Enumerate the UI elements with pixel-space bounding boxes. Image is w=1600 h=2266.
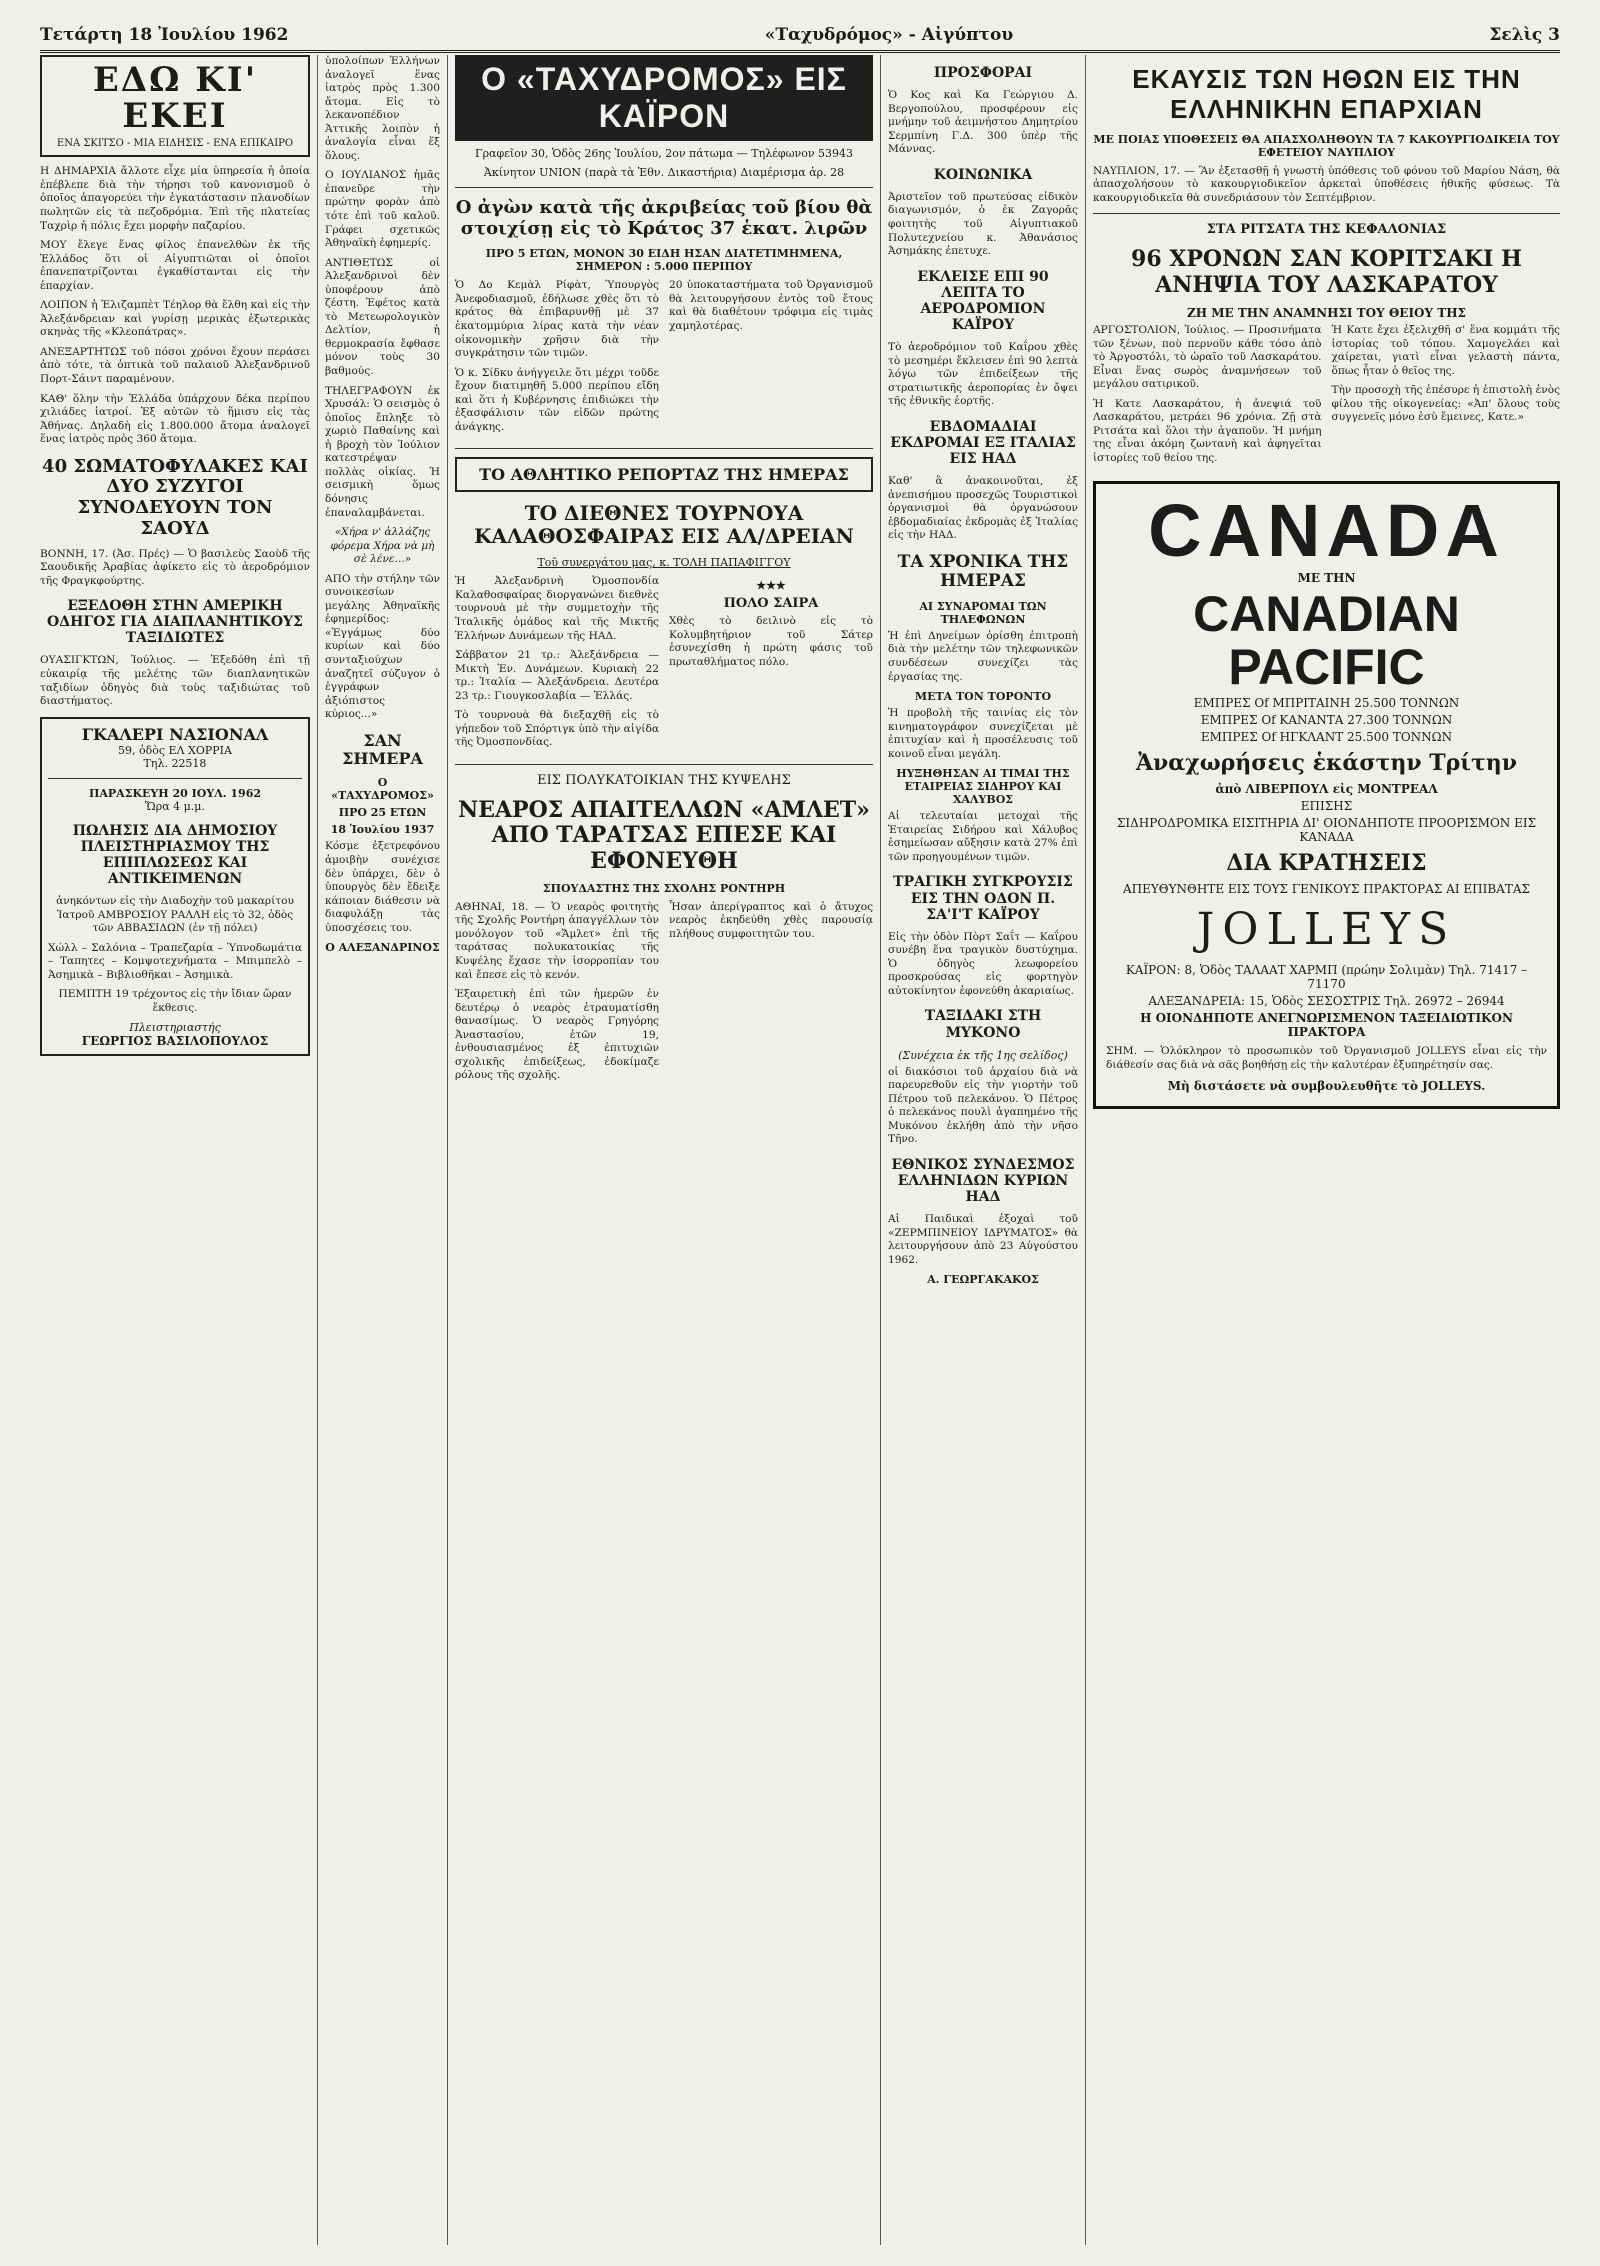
on-this-day-paper: Ο «ΤΑΧΥΔΡΟΜΟΣ» bbox=[331, 776, 434, 803]
paragraph: ΒΟΝΝΗ, 17. (Ἀσ. Πρές) — Ὁ βασιλεὺς Σαοὺδ τῆς Σαουδικῆς Ἀραβίας ἀφίκετο εἰς τὸ ἀεροδρόμιον τῆς Φραγκφούρτης. bbox=[40, 547, 310, 587]
auction-text: ἀνηκόντων εἰς τὴν Διαδοχὴν τοῦ μακαρίτου Ἰατροῦ ΑΜΒΡΟΣΙΟΥ ΡΑΛΛΗ εἰς τὸ 32, ὁδὸς τῶν ΑΒΒΑΣΙΔΩΝ (ἐν τῇ πόλει) bbox=[56, 895, 294, 935]
signature: Α. ΓΕΩΡΓΑΚΑΚΟΣ bbox=[927, 1273, 1039, 1287]
ritsata-body bbox=[1093, 324, 1560, 471]
headline: ΤΑ ΧΡΟΝΙΚΑ ΤΗΣ ΗΜΕΡΑΣ bbox=[897, 551, 1069, 592]
paragraph: Τὴν προσοχὴ τῆς ἐπέσυρε ἡ ἐπιστολὴ ἑνὸς φίλου τῆς οἰκογενείας: «Ἀπ' ὅλους τοὺς συγγενεῖς μόνο ἐσὺ ἔμεινες, Κατε.» bbox=[1331, 384, 1560, 424]
continuation-note: (Συνέχεια ἐκ τῆς 1ης σελίδος) bbox=[898, 1048, 1068, 1062]
paragraph: Εἰς τὴν ὁδὸν Πὸρτ Σαΐτ — Καΐρου συνέβη ἕνα τραγικὸν δυστύχημα. Ὁ ὁδηγὸς λεωφορείου προσκρούσας εἰς φορτηγὸν αὐτοκίνητον ἐφονεύθη ἀκαριαίως. bbox=[888, 930, 1078, 997]
paper-name: «Ταχυδρόμος» - Αἰγύπτου bbox=[764, 25, 1014, 45]
ad-agency: Η ΟΙΟΝΔΗΠΟΤΕ ΑΝΕΓΝΩΡΙΣΜΕΝΟΝ ΤΑΞΕΙΔΙΩΤΙΚΟΝ ΠΡΑΚΤΟΡΑ bbox=[1140, 1011, 1513, 1040]
paragraph: ΜΟΥ ἔλεγε ἕνας φίλος ἐπανελθὼν ἐκ τῆς Ἑλλάδος ὅτι οἱ Αἰγυπτιῶται οἱ ὁποῖοι ἐπανεπατρίζονται ἐγκαθίστανται εἰς τὴν ἐπαρχίαν. bbox=[40, 239, 310, 292]
paragraph: Ἡ Κατε Λασκαράτου, ἡ ἀνεψιά τοῦ Λασκαράτου, μετράει 96 χρόνια. Ζῇ στὰ Ριτσάτα καὶ ὅλοι τὴν ἀγαποῦν. Ἡ μνήμη της εἶναι ἀκόμη ζωντανὴ καὶ ἀφηγεῖται ἱστορίες τοῦ θείου της. bbox=[1093, 397, 1322, 464]
paragraph: Αἱ τελευταίαι μετοχαὶ τῆς Ἑταιρείας Σιδήρου καὶ Χάλυβος ἐσημείωσαν αὔξησιν κατὰ 27% ἐπὶ τῶν προηγουμένων τιμῶν. bbox=[888, 810, 1078, 863]
paragraph: οἱ διακόσιοι τοῦ ἀρχαίου διὰ νὰ παρευρεθοῦν εἰς τὴν γιορτὴν τοῦ Πέτρου τοῦ πελεκάνου. Ὁ Πέτρος ὁ πελεκάνος πουλὶ ἀγαπημένο τῆς Μυκόνου ἐκλήθη ἀπὸ τὴν νῆσο Τῆνο. bbox=[888, 1065, 1078, 1146]
subhead: ΜΕ ΠΟΙΑΣ ΥΠΟΘΕΣΕΙΣ ΘΑ ΑΠΑΣΧΟΛΗΘΟΥΝ ΤΑ 7 ΚΑΚΟΥΡΓΙΟΔΙΚΕΙΑ ΤΟΥ ΕΦΕΤΕΙΟΥ ΝΑΥΠΛΙΟΥ bbox=[1093, 132, 1560, 159]
paragraph: Σάββατον 21 τρ.: Ἀλεξάνδρεια — Μικτὴ Ἐν. Δυνάμεων. Κυριακὴ 22 τρ.: Ἰταλία — Ἀλεξάνδρεια. Δευτέρα 23 τρ.: Γιουγκοσλαβία — Ἑλλάς. bbox=[455, 649, 659, 702]
paragraph: ΟΥΑΣΙΓΚΤΩΝ, Ἰούλιος. — Ἐξεδόθη ἐπὶ τῇ εὐκαιρίᾳ τῆς μελέτης τῶν διαπλανητικῶν ταξιδίων ὁδηγὸς διὰ τοὺς ταξιδιώτας τοῦ διαστήματος. bbox=[40, 654, 310, 708]
headline: ΤΡΑΓΙΚΗ ΣΥΓΚΡΟΥΣΙΣ ΕΙΣ ΤΗΝ ΟΔΟΝ Π. ΣΑ'Ι'Τ ΚΑΪΡΟΥ bbox=[893, 874, 1073, 923]
subhead: ΜΕΤΑ ΤΟΝ ΤΟΡΟΝΤΟ bbox=[914, 690, 1052, 704]
tower-subhead: ΣΠΟΥΔΑΣΤΗΣ ΤΗΣ ΣΧΟΛΗΣ ΡΟΝΤΗΡΗ bbox=[542, 881, 786, 895]
verse-quote: «Χήρα ν' ἀλλάζης φόρεμα Χήρα νὰ μὴ σὲ λένε...» bbox=[330, 526, 435, 566]
ad-apply: ΑΠΕΥΘΥΝΘΗΤΕ ΕΙΣ ΤΟΥΣ ΓΕΝΙΚΟΥΣ ΠΡΑΚΤΟΡΑΣ ΑΙ ΕΠΙΒΑΤΑΣ bbox=[1122, 882, 1531, 897]
ad-with: ΜΕ ΤΗΝ bbox=[1297, 571, 1356, 586]
headline: ΤΑΞΙΔΑΚΙ ΣΤΗ ΜΥΚΟΝΟ bbox=[924, 1008, 1042, 1041]
lead-headline-right: ΕΚΑΥΣΙΣ ΤΩΝ ΗΘΩΝ ΕΙΣ ΤΗΝ ΕΛΛΗΝΙΚΗΝ ΕΠΑΡΧΙΑΝ bbox=[1132, 64, 1521, 124]
paragraph: Ἡ Ἀλεξανδρινὴ Ὀμοσπονδία Καλαθοσφαίρας διοργανώνει διεθνὲς τουρνουὰ μὲ τὴν συμμετοχὴν τῆς Ἰταλικῆς ὁμάδος καὶ τῆς Μικτῆς Ἑλλήνων Δυνάμεων τῆς ΗΑΔ. bbox=[455, 575, 659, 642]
kicker: ΣΤΑ ΡΙΤΣΑΤΑ ΤΗΣ ΚΕΦΑΛΟΝΙΑΣ bbox=[1206, 222, 1447, 238]
page-number: Σελὶς 3 bbox=[1489, 25, 1560, 45]
paragraph: ΤΗΛΕΓΡΑΦΟΥΝ ἐκ Χρυσάλ: Ὁ σεισμὸς ὁ ὁποῖος ἔπληξε τὸ χωριὸ Παθαίνης καὶ ἡ βροχὴ τὸν Ἰούλιον κατεστρέψαν πολλὰς οἰκίας. Ἡ σεισμικὴ ὅμως δόνησις ἐπαναλαμβάνεται. bbox=[325, 384, 440, 519]
paragraph: Αἱ Παιδικαὶ ἐξοχαὶ τοῦ «ΖΕΡΜΠΙΝΕΙΟΥ ΙΔΡΥΜΑΤΟΣ» θὰ λειτουργήσουν ἀπὸ 23 Αὐγούστου 1962. bbox=[888, 1213, 1078, 1266]
paragraph: Ὁ κ. Σίδκυ ἀνήγγειλε ὅτι μέχρι τοῦδε ἔχουν διατιμηθῆ 5.000 περίπου εἴδη καὶ ὅτι ἡ Κυβέρνησις ἐπιδιώκει τὴν ἐξασφάλισιν τῶν εἰδῶν πρώτης ἀνάγκης. bbox=[455, 366, 659, 433]
auctioneer-role: Πλειστηριαστής bbox=[129, 1021, 221, 1035]
paragraph: ΛΟΙΠΟΝ ἡ Ἐλιζαμπὲτ Τέηλορ θὰ ἔλθη καὶ εἰς τὴν Ἀλεξάνδρειαν καὶ γυρίσῃ μερικὰς ἐξωτερικὰς σκηνὰς τῆς «Κλεοπάτρας». bbox=[40, 299, 310, 339]
paragraph: ΑΠΟ τὴν στήλην τῶν συνοικεσίων μεγάλης Ἀθηναϊκῆς ἐφημερίδος: «Ἐγγάμως δύο κυρίων καὶ δύο συνταξιούχων ἀναζητεῖ σύζυγον ὁ ἐγγράφων ἀξιόπιστος κύριος...» bbox=[325, 572, 440, 721]
paragraph: Κόσμε ἐξετρεφόνου ἀμοιβὴν συνέχισε δὲν ὑπάρχει, δὲν ὁ ὑπουργὸς δὲν ἔδειξε κάποιαν διάθεσιν νὰ διαφυλάξῃ τὰς ὑποσχέσεις του. bbox=[325, 840, 440, 934]
paragraph: 20 ὑποκαταστήματα τοῦ Ὀργανισμοῦ θὰ λειτουργήσουν ἐντὸς τοῦ ἔτους καὶ θὰ διαθέτουν τρόφιμα εἰς τιμὰς χαμηλοτέρας. bbox=[669, 279, 873, 333]
ad-note: ΣΗΜ. — Ὁλόκληρον τὸ προσωπικὸν τοῦ Ὀργανισμοῦ JOLLEYS εἶναι εἰς τὴν διάθεσίν σας διὰ νὰ σᾶς βοηθήσῃ εἰς τὴν καλυτέραν ἐξυπηρέτησίν σας. bbox=[1106, 1045, 1547, 1072]
paragraph: ΑΝΤΙΘΕΤΩΣ οἱ Ἀλεξανδρινοὶ δὲν ὑποφέρουν ἀπὸ ζέστη. Ἐφέτος κατὰ τὸ Μετεωρολογικὸν Δελτίον, ἡ θερμοκρασία ἔφθασε μόνον τοὺς 30 βαθμούς. bbox=[325, 256, 440, 378]
column-3 bbox=[455, 55, 873, 1089]
auction-items: Χώλλ – Σαλόνια – Τραπεζαρία – Ὑπνοδωμάτια – Ταπητες – Κομψοτεχνήματα – Μπιμπελὸ – Ἀσημικὰ – Βιβλιοθῆκαι – Ἀσημικὰ. bbox=[48, 941, 302, 981]
on-this-day-title: ΣΑΝ ΣΗΜΕΡΑ bbox=[342, 730, 423, 769]
column-signature: Ο ΑΛΕΞΑΝΔΡΙΝΟΣ bbox=[325, 941, 440, 955]
ad-also: ΕΠΙΣΗΣ bbox=[1300, 799, 1353, 814]
headline: 96 ΧΡΟΝΩΝ ΣΑΝ ΚΟΡΙΤΣΑΚΙ Η ΑΝΗΨΙΑ ΤΟΥ ΛΑΣΚΑΡΑΤΟΥ bbox=[1131, 246, 1522, 298]
sport-section-banner: ΤΟ ΑΘΛΗΤΙΚΟ ΡΕΠΟΡΤΑΖ ΤΗΣ ΗΜΕΡΑΣ bbox=[455, 457, 873, 492]
subhead: ΖΗ ΜΕ ΤΗΝ ΑΝΑΜΝΗΣΙ ΤΟΥ ΘΕΙΟΥ ΤΗΣ bbox=[1186, 306, 1467, 321]
ad-departures: Ἀναχωρήσεις ἑκάστην Τρίτην bbox=[1135, 750, 1518, 777]
paragraph: Τὸ ἀεροδρόμιον τοῦ Καΐρου χθὲς τὸ μεσημέρι ἔκλεισεν ἐπὶ 90 λεπτὰ λόγω τῶν ἐπιδείξεων τῆς στρατιωτικῆς ἀεροπορίας ἐν ὄψει τῆς ἐθνικῆς ἑορτῆς. bbox=[888, 341, 1078, 408]
masthead-banner: Ο «ΤΑΧΥΔΡΟΜΟΣ» ΕΙΣ ΚΑΪΡΟΝ bbox=[455, 55, 873, 141]
headline: ΚΟΙΝΩΝΙΚΑ bbox=[933, 166, 1033, 183]
ad-ship: ΕΜΠΡΕΣ Of ΚΑΝΑΝΤΑ 27.300 ΤΟΝΝΩΝ bbox=[1200, 713, 1453, 728]
headline: 40 ΣΩΜΑΤΟΦΥΛΑΚΕΣ ΚΑΙ ΔΥΟ ΣΥΖΥΓΟΙ ΣΥΝΟΔΕΥΟΥΝ ΤΟΝ ΣΑΟΥΔ bbox=[42, 455, 308, 539]
column-5 bbox=[1093, 55, 1560, 1109]
auction-date: ΠΑΡΑΣΚΕΥΗ 20 ΙΟΥΛ. 1962 bbox=[88, 786, 262, 800]
tower-headline: ΝΕΑΡΟΣ ΑΠΑΙΤΕΛΛΩΝ «ΑΜΛΕΤ» ΑΠΟ ΤΑΡΑΤΣΑΣ ΕΠΕΣΕ ΚΑΙ ΕΦΟΝΕΥΘΗ bbox=[458, 796, 870, 874]
section-separator: ★★★ bbox=[756, 579, 786, 593]
ad-ship: ΕΜΠΡΕΣ Of ΗΓΚΛΑΝΤ 25.500 ΤΟΝΝΩΝ bbox=[1200, 730, 1453, 745]
tower-kicker: ΕΙΣ ΠΟΛΥΚΑΤΟΙΚΙΑΝ ΤΗΣ ΚΥΨΕΛΗΣ bbox=[537, 772, 791, 788]
paragraph: Ἡ ἐπὶ Δηνείμων ὁρίσθη ἐπιτροπὴ διὰ τὴν μελέτην τῶν τηλεφωνικῶν συνδέσεων συνεχίζει τὰς ἐργασίας της. bbox=[888, 629, 1078, 683]
paragraph: ΑΝΕΞΑΡΤΗΤΩΣ τοῦ πόσοι χρόνοι ἔχουν περάσει ἀπὸ τότε, τὰ ὀπτικὰ τοῦ παλαιοῦ Ἀλεξανδρινοῦ Πορτ-Σάιντ παραμένουν. bbox=[40, 345, 310, 386]
ad-alex-address: ΑΛΕΞΑΝΔΡΕΙΑ: 15, Ὁδὸς ΣΕΣΟΣΤΡΙΣ Τηλ. 26972 – 26944 bbox=[1148, 994, 1505, 1009]
headline: ΕΘΝΙΚΟΣ ΣΥΝΔΕΣΜΟΣ ΕΛΛΗΝΙΔΩΝ ΚΥΡΙΩΝ ΗΑΔ bbox=[891, 1156, 1075, 1206]
on-this-day-date: 18 Ἰουλίου 1937 bbox=[330, 823, 435, 837]
running-header bbox=[40, 20, 1560, 53]
subhead: ΗΥΞΗΘΗΣΑΝ ΑΙ ΤΙΜΑΙ ΤΗΣ ΕΤΑΙΡΕΙΑΣ ΣΙΔΗΡΟΥ ΚΑΙ ΧΑΛΥΒΟΣ bbox=[896, 767, 1070, 807]
ad-company: CANADIAN PACIFIC bbox=[1193, 586, 1460, 695]
subhead: ΑΙ ΣΥΝΑΡΟΜΑΙ ΤΩΝ ΤΗΛΕΦΩΝΩΝ bbox=[919, 599, 1047, 626]
paragraph: Τὸ τουρνουὰ θὰ διεξαχθῇ εἰς τὸ γήπεδον τοῦ Σπόρτιγκ ὑπὸ τὴν αἰγίδα τῆς Ὀμοσπονδίας. bbox=[455, 709, 659, 749]
paragraph: Καθ' ἃ ἀνακοινοῦται, ἐξ ἀνεπισήμου προσεχῶς Τουριστικοὶ ὀργανισμοὶ θὰ ὀργανώσουν ἑβδομαδιαίας ἐκδρομὰς ἐξ Ἰταλίας εἰς τὴν ΗΑΔ. bbox=[888, 475, 1078, 542]
paragraph: Ἦσαν ἀπερίγραπτος καὶ ὁ ἄτυχος νεαρὸς ἐκηδεύθη χθὲς παρουσίᾳ πλήθους συμφοιτητῶν του. bbox=[669, 900, 873, 940]
canadian-pacific-advert bbox=[1093, 481, 1560, 1108]
column-4 bbox=[888, 55, 1078, 1290]
paragraph: Ἀριστεῖον τοῦ πρωτεύσας εἰδικὸν διαγωνισμόν, ὁ ἐκ Ζαγορᾶς φοιτητὴς τοῦ Αἰγυπτιακοῦ Πολυτεχνείου κ. Ἀθανάσιος Ἀσημάκης ἐπετυχε. bbox=[888, 190, 1078, 258]
gallery-name: ΓΚΑΛΕΡΙ ΝΑΣΙΟΝΑΛ bbox=[81, 724, 269, 744]
headline: ΕΒΔΟΜΑΔΙΑΙ ΕΚΔΡΟΜΑΙ ΕΞ ΙΤΑΛΙΑΣ ΕΙΣ ΗΑΔ bbox=[890, 418, 1076, 467]
section-title: ΕΔΩ ΚΙ' ΕΚΕΙ bbox=[92, 60, 258, 136]
paragraph: Ὁ Κος καὶ Κα Γεώργιου Δ. Βεργοπούλου, προσφέρουν εἰς μνήμην τοῦ ἀειμνήστου Δημητρίου Σερμπίνη Γ.Δ. 300 ὑπὲρ τῆς Μάννας. bbox=[888, 89, 1078, 156]
lead-headline: Ο ἀγὼν κατὰ τῆς ἀκριβείας τοῦ βίου θὰ στοιχίσῃ εἰς τὸ Κράτος 37 ἑκατ. λιρῶν bbox=[455, 197, 873, 239]
paragraph: ΑΘΗΝΑΙ, 18. — Ὁ νεαρὸς φοιτητὴς τῆς Σχολῆς Ροντήρη ἀπαγγέλλων τὸν μονόλογον τοῦ «Ἄμλετ» ἐπὶ τῆς ταράτσας πολυκατοικίας τῆς Κυψέλης ἔχασε τὴν ἰσορροπίαν του καὶ ἔπεσε εἰς τὸ κενόν. bbox=[455, 900, 659, 981]
issue-date: Τετάρτη 18 Ἰουλίου 1962 bbox=[40, 25, 289, 45]
auction-advert bbox=[40, 717, 310, 1057]
lead-body bbox=[455, 279, 873, 440]
tower-body bbox=[455, 901, 873, 1089]
paragraph: Χθὲς τὸ δειλινὸ εἰς τὸ Κολυμβητήριον τοῦ Σάτερ ἐσυνεχίσθη ἡ πρώτη φάσις τοῦ πρωταθλήματος πόλο. bbox=[669, 615, 873, 669]
paragraph: ΝΑΥΠΛΙΟΝ, 17. — Ἂν ἐξετασθῇ ἡ γνωστὴ ὑπόθεσις τοῦ φόνου τοῦ Μαρίου Νάση, θὰ ἀπασχολήσουν τὸ κακουργιοδικεῖον ἀρκεταὶ ὑποθέσεις ἠθικῆς φύσεως. Τὰ κακουργιοδικεῖα θὰ συνεδριάσουν τὸν Σεπτέμβριον. bbox=[1093, 164, 1560, 204]
paragraph: ΑΡΓΟΣΤΟΛΙΟΝ, Ἰούλιος. — Προσινήματα τῶν ξένων, ποὺ περνοῦν κάθε τόσο ἀπὸ τὸ Ἀργοστόλι, τὸ ὡραῖο τοῦ Λασκαράτου. Εἶναι ἕνας σωρὸς ἀναμνήσεων τοῦ μεγάλου σατιρικοῦ. bbox=[1093, 324, 1322, 391]
gallery-phone: Τηλ. 22518 bbox=[143, 756, 207, 770]
ad-cairo-address: ΚΑΪΡΟΝ: 8, Ὁδὸς ΤΑΛΑΑΤ ΧΑΡΜΠ (πρώην Σολιμὰν) Τηλ. 71417 – 71170 bbox=[1125, 963, 1528, 992]
column-1 bbox=[40, 55, 310, 1064]
paragraph: Η ΔΗΜΑΡΧΙΑ ἄλλοτε εἶχε μία ὑπηρεσία ἡ ὁποία ἐπέβλεπε διὰ τὴν τήρησι τοῦ κανονισμοῦ ὁ ὁποῖος ἀπαγορεύει τὴν ἐγκατάστασιν πλανοδίων πωλητῶν εἰς τὰ πεζοδρόμια. Ἐπὶ τῆς πλατείας Ταχρὶρ ἡ πόλις ἔχει μορφὴν παζαρίου. bbox=[40, 165, 310, 232]
headline: ΠΡΟΣΦΟΡΑΙ bbox=[933, 65, 1033, 81]
office-line-2: Ἀκίνητον UNION (παρὰ τὰ Ἐθν. Δικαστήρια) Διαμέρισμα ἀρ. 28 bbox=[483, 166, 845, 179]
ad-ship: ΕΜΠΡΕΣ Of ΜΠΡΙΤΑΙΝΗ 25.500 ΤΟΝΝΩΝ bbox=[1193, 696, 1460, 711]
ad-route: ἀπὸ ΛΙΒΕΡΠΟΥΛ εἰς ΜΟΝΤΡΕΑΛ bbox=[1215, 782, 1438, 797]
sport-headline: ΤΟ ΔΙΕΘΝΕΣ ΤΟΥΡΝΟΥΑ ΚΑΛΑΘΟΣΦΑΙΡΑΣ ΕΙΣ ΑΛ/ΔΡΕΙΑΝ bbox=[474, 501, 854, 549]
paragraph: Ἡ προβολὴ τῆς ταινίας εἰς τὸν κινηματογράφον συνεχίζεται μὲ ἐπιτυχίαν καὶ ἡ προσέλευσις τοῦ κοινοῦ εἶναι μεγάλη. bbox=[888, 707, 1078, 760]
ad-footer: Μὴ διστάσετε νὰ συμβουλευθῆτε τὸ JOLLEYS. bbox=[1167, 1078, 1486, 1093]
ad-agent: JOLLEYS bbox=[1196, 904, 1457, 956]
ad-booking: ΔΙΑ ΚΡΑΤΗΣΕΙΣ bbox=[1226, 850, 1427, 877]
auction-time: Ὥρα 4 μ.μ. bbox=[145, 799, 205, 813]
paragraph: Ἡ Κατε ἔχει ἐξελιχθῆ σ' ἕνα κομμάτι τῆς ἱστορίας τοῦ τόπου. Χαμογελάει καὶ χαίρεται, γιατὶ εἶναι γελαστὴ πάντα, ὅπως ἦταν ὁ θεῖος της. bbox=[1331, 324, 1560, 377]
paragraph: Ο ΙΟΥΛΙΑΝΟΣ ἡμᾶς ἐπανεῦρε τὴν πρώτην φορὰν ἀπὸ τότε ἐπὶ τοῦ καλοῦ. Γράφει σχετικῶς Ἀθηναϊκὴ ἐφημερίς. bbox=[325, 169, 440, 250]
headline: ΕΞΕΔΟΘΗ ΣΤΗΝ ΑΜΕΡΙΚΗ ΟΔΗΓΟΣ ΓΙΑ ΔΙΑΠΛΑΝΗΤΙΚΟΥΣ ΤΑΞΙΔΙΩΤΕΣ bbox=[47, 598, 303, 647]
paragraph: ὑπολοίπων Ἑλλήνων ἀναλογεῖ ἕνας ἰατρὸς πρὸς 1.300 ἄτομα. Εἰς τὸ λεκανοπέδιον Ἀττικῆς λοιπὸν ἡ ἀναλογία εἶναι ἕξ ὅλους. bbox=[325, 55, 440, 162]
office-line-1: Γραφεῖον 30, Ὁδὸς 26ης Ἰουλίου, 2ον πάτωμα — Τηλέφωνον 53943 bbox=[474, 147, 854, 160]
sport-body bbox=[455, 575, 873, 756]
headline: ΕΚΛΕΙΣΕ ΕΠΙ 90 ΛΕΠΤΑ ΤΟ ΑΕΡΟΔΡΟΜΙΟΝ ΚΑΪΡΟΥ bbox=[917, 268, 1049, 333]
column-2 bbox=[325, 55, 440, 958]
lead-subhead: ΠΡΟ 5 ΕΤΩΝ, ΜΟΝΟΝ 30 ΕΙΔΗ ΗΣΑΝ ΔΙΑΤΕΤΙΜΗΜΕΝΑ, ΣΗΜΕΡΟΝ : 5.000 ΠΕΡΙΠΟΥ bbox=[485, 247, 843, 274]
section-subtitle: ΕΝΑ ΣΚΙΤΣΟ - ΜΙΑ ΕΙΔΗΣΙΣ - ΕΝΑ ΕΠΙΚΑΙΡΟ bbox=[56, 138, 294, 150]
on-this-day-years: ΠΡΟ 25 ΕΤΩΝ bbox=[338, 806, 427, 820]
sport-byline: Τοῦ συνεργάτου μας, κ. ΤΟΛΗ ΠΑΠΑΦΙΓΓΟΥ bbox=[537, 556, 791, 570]
ad-rail: ΣΙΔΗΡΟΔΡΟΜΙΚΑ ΕΙΣΙΤΗΡΙΑ ΔΙ' ΟΙΟΝΔΗΠΟΤΕ ΠΡΟΟΡΙΣΜΟΝ ΕΙΣ ΚΑΝΑΔΑ bbox=[1116, 816, 1537, 845]
ad-title: CANADA bbox=[1148, 489, 1505, 573]
auction-headline: ΠΩΛΗΣΙΣ ΔΙΑ ΔΗΜΟΣΙΟΥ ΠΛΕΙΣΤΗΡΙΑΣΜΟΥ ΤΗΣ ΕΠΙΠΛΩΣΕΩΣ ΚΑΙ ΑΝΤΙΚΕΙΜΕΝΩΝ bbox=[72, 822, 278, 887]
paragraph: ΚΑΘ' ὅλην τὴν Ἑλλάδα ὑπάρχουν δέκα περίπου χιλιάδες ἰατροί. Ἐξ αὐτῶν τὸ ἥμισυ εἰς τὰς Ἀθήνας. Δηλαδὴ εἰς 1.800.000 ἄτομα ἀναλογεῖ ἕνας ἰατρὸς πρὸς 360 ἄτομα. bbox=[40, 392, 310, 446]
here-and-there-box bbox=[40, 55, 310, 157]
gallery-address: 59, ὁδὸς ΕΛ ΧΟΡΡΙΑ bbox=[118, 743, 232, 757]
auction-note: ΠΕΜΠΤΗ 19 τρέχοντος εἰς τὴν ἴδιαν ὥραν ἔκθεσις. bbox=[58, 988, 292, 1014]
polo-headline: ΠΟΛΟ ΣΑΙΡΑ bbox=[723, 596, 819, 612]
auctioneer-name: ΓΕΩΡΓΙΟΣ ΒΑΣΙΛΟΠΟΥΛΟΣ bbox=[81, 1034, 269, 1049]
paragraph: Ὁ Δο Κεμὰλ Ρίφὰτ, Ὑπουργὸς Ἀνεφοδιασμοῦ, ἐδήλωσε χθὲς ὅτι τὸ κράτος θὰ ἐπιβαρυνθῇ μὲ 37 ἑκατομμύρια λίρας κατὰ τὴν νέαν οἰκονομικὴν χρῆσιν διὰ τὴν συγκράτησιν τῶν τιμῶν. bbox=[455, 279, 659, 360]
paragraph: Ἐξαιρετικὴ ἐπὶ τῶν ἡμερῶν ἐν δευτέρῳ ὁ νεαρὸς ἐτραυματίσθη θανασίμως. Ὁ νεαρὸς Γρηγόρης Ἀναστασίου, ἐτῶν 19, ἐνθουσιασμένος ἐξ ἐπιτυχιῶν σχολικῆς ἐπιδείξεως, ἐδοκίμαζε ρόλους τῆς σχολῆς. bbox=[455, 988, 659, 1082]
